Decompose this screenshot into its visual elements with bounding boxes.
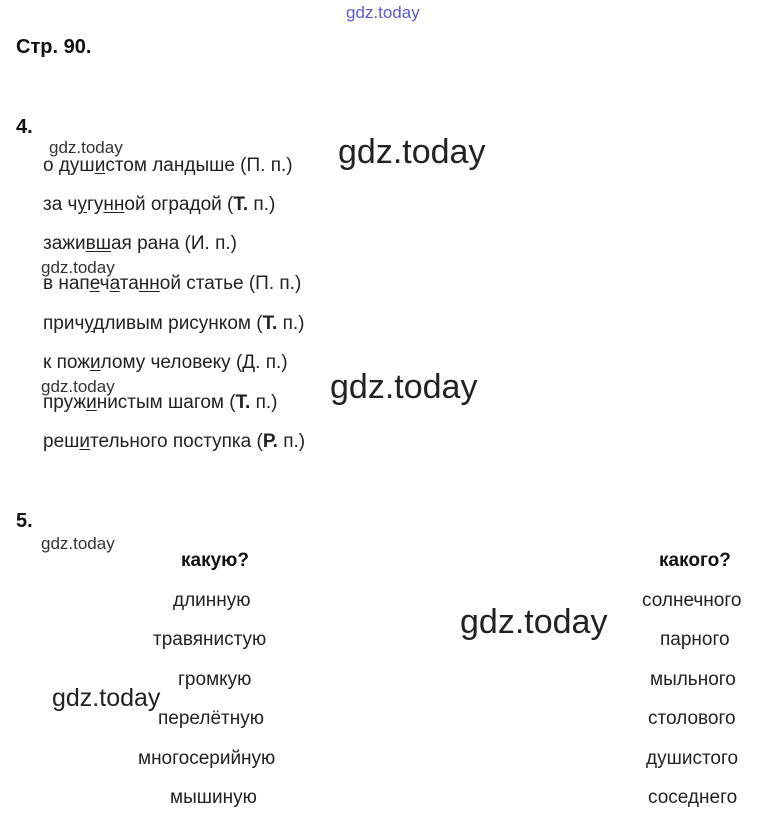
word-col2: мыльного [650,669,736,690]
word-col1: многосерийную [138,748,276,769]
header-watermark: gdz.today [346,3,420,22]
exercise-4-number: 4. [16,116,33,138]
word-col1: громкую [178,669,252,690]
phrase-1: о душистом ландыше (П. п.) [43,155,293,176]
watermark: gdz.today [41,258,115,277]
watermark: gdz.today [460,603,608,641]
phrase-5: причудливым рисунком (Т. п.) [43,313,305,334]
watermark: gdz.today [330,368,478,406]
phrase-8: решительного поступка (Р. п.) [43,431,306,452]
phrase-6: к пожилому человеку (Д. п.) [43,352,288,373]
word-col2: столового [648,708,736,729]
exercise-5-number: 5. [16,510,33,532]
phrase-4: в напечатанной статье (П. п.) [43,273,302,294]
word-col2: душистого [646,748,739,769]
phrase-3: зажившая рана (И. п.) [43,233,238,254]
column-header-kakuyu: какую? [181,550,249,571]
watermark: gdz.today [49,138,123,157]
phrase-7: пружинистым шагом (Т. п.) [43,392,278,413]
word-col1: перелётную [158,708,264,729]
word-col1: травянистую [153,629,267,650]
word-col2: солнечного [642,590,742,611]
watermark: gdz.today [41,534,115,553]
watermark: gdz.today [41,377,115,396]
watermark: gdz.today [338,133,486,171]
word-col2: парного [660,629,730,650]
watermark: gdz.today [52,684,161,712]
page-number: Стр. 90. [16,36,92,58]
phrase-2: за чугунной оградой (Т. п.) [43,194,276,215]
word-col1: мышиную [170,787,257,808]
column-header-kakogo: какого? [659,550,731,571]
word-col2: соседнего [648,787,738,808]
word-col1: длинную [173,590,251,611]
